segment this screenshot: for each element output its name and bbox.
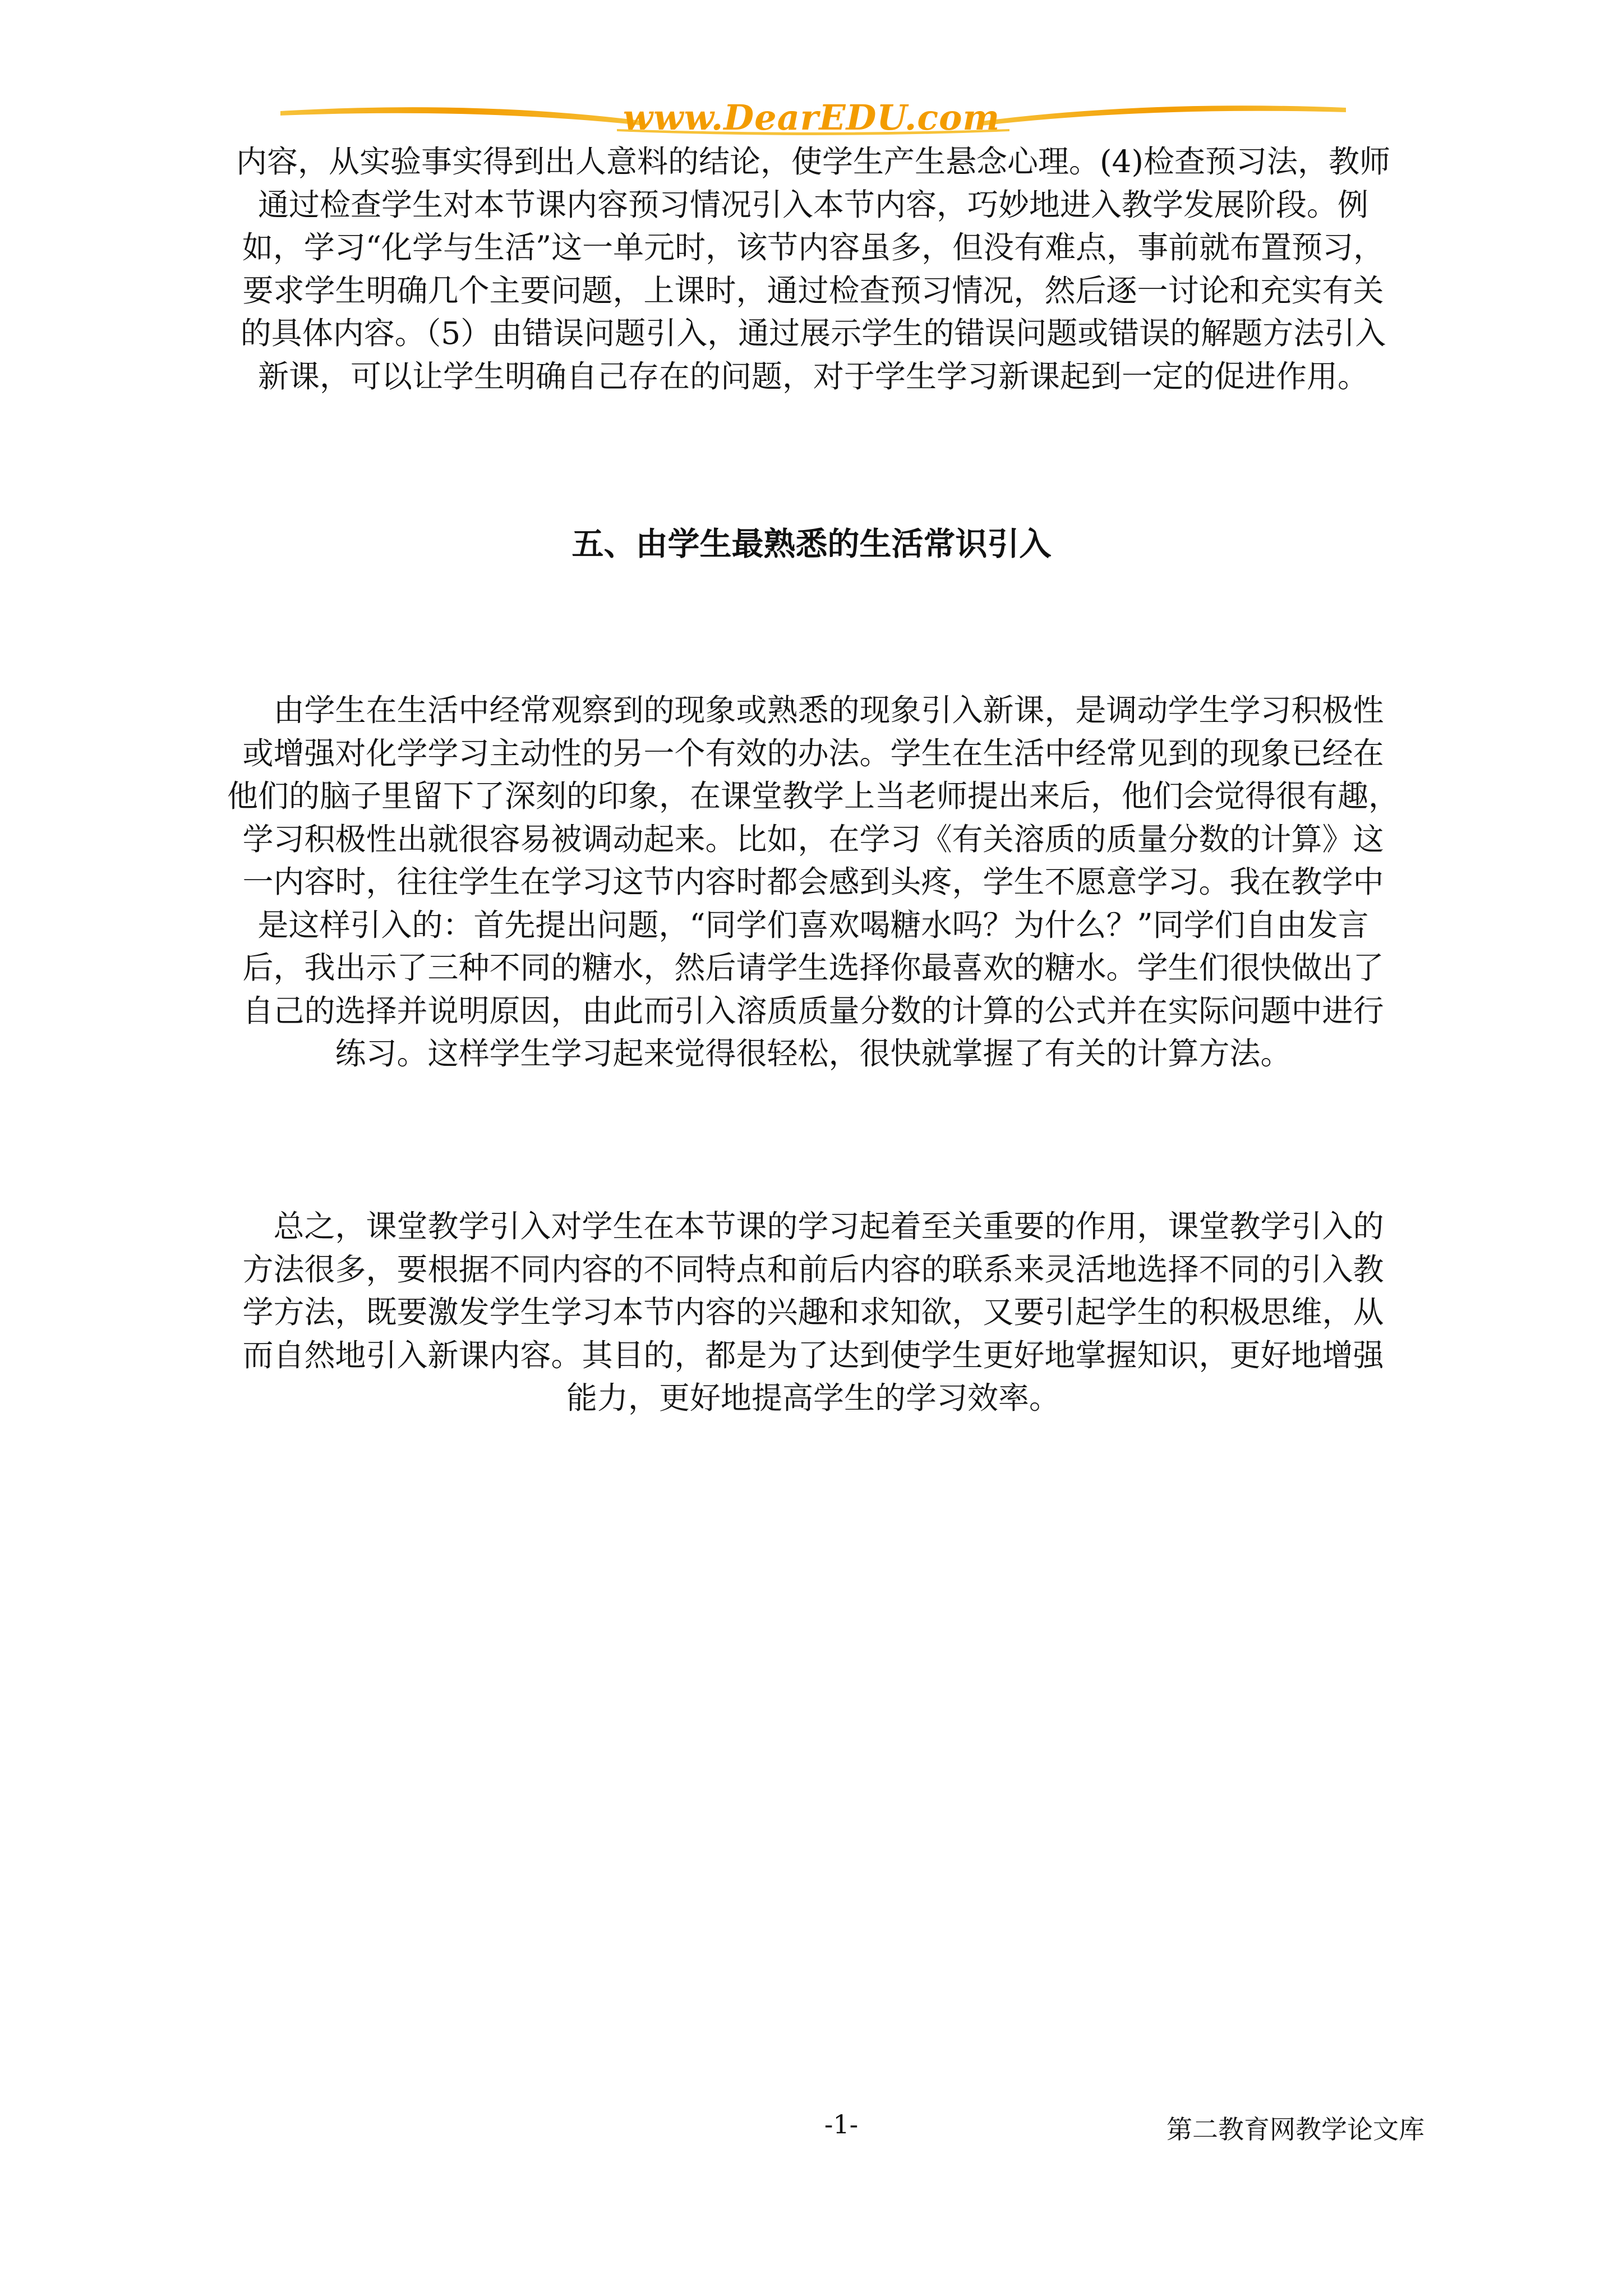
text-line: 内容，从实验事实得到出人意料的结论，使学生产生悬念心理。(4)检查预习法，教师	[236, 144, 1390, 180]
footer-source: 第二教育网教学论文库	[1166, 2114, 1424, 2145]
text-line: 能力，更好地提高学生的学习效率。	[566, 1380, 1060, 1416]
text-line: 他们的脑子里留下了深刻的印象，在课堂教学上当老师提出来后，他们会觉得很有趣，	[227, 778, 1399, 814]
text-line: 如，学习“化学与生活”这一单元时，该节内容虽多，但没有难点，事前就布置预习，	[242, 229, 1385, 265]
text-line: 要求学生明确几个主要问题，上课时，通过检查预习情况，然后逐一讨论和充实有关	[242, 272, 1384, 309]
paragraph-2	[199, 689, 1427, 1075]
text-line: 的具体内容。（5）由错误问题引入，通过展示学生的错误问题或错误的解题方法引入	[240, 315, 1386, 351]
text-line: 或增强对化学学习主动性的另一个有效的办法。学生在生活中经常见到的现象已经在	[242, 735, 1384, 771]
text-line: 学习积极性出就很容易被调动起来。比如，在学习《有关溶质的质量分数的计算》这	[242, 821, 1384, 857]
paragraph-1	[199, 140, 1427, 398]
section-heading: 五、由学生最熟悉的生活常识引入	[571, 525, 1052, 563]
text-line: 而自然地引入新课内容。其目的，都是为了达到使学生更好地掌握知识，更好地增强	[242, 1337, 1384, 1373]
text-line: 自己的选择并说明原因，由此而引入溶质质量分数的计算的公式并在实际问题中进行	[242, 992, 1384, 1029]
page-number: -1-	[824, 2109, 859, 2139]
text-line: 是这样引入的：首先提出问题，“同学们喜欢喝糖水吗？为什么？”同学们自由发言	[257, 907, 1369, 943]
text-line: 练习。这样学生学习起来觉得很轻松，很快就掌握了有关的计算方法。	[335, 1036, 1292, 1071]
text-line: 后，我出示了三种不同的糖水，然后请学生选择你最喜欢的糖水。学生们很快做出了	[242, 950, 1384, 986]
text-line: 由学生在生活中经常观察到的现象或熟悉的现象引入新课，是调动学生学习积极性	[242, 692, 1384, 728]
text-line: 总之，课堂教学引入对学生在本节课的学习起着至关重要的作用，课堂教学引入的	[242, 1208, 1384, 1244]
paragraph-3	[199, 1205, 1427, 1420]
text-line: 新课，可以让学生明确自己存在的问题，对于学生学习新课起到一定的促进作用。	[257, 358, 1368, 394]
text-line: 学方法，既要激发学生学习本节内容的兴趣和求知欲，又要引起学生的积极思维，从	[242, 1294, 1384, 1330]
text-line: 通过检查学生对本节课内容预习情况引入本节内容，巧妙地进入教学发展阶段。例	[257, 186, 1368, 223]
text-line: 一内容时，往往学生在学习这节内容时都会感到头疼，学生不愿意学习。我在教学中	[242, 864, 1384, 900]
text-line: 方法很多，要根据不同内容的不同特点和前后内容的联系来灵活地选择不同的引入教	[242, 1251, 1384, 1287]
site-logo-text: www.DearEDU.com	[623, 97, 1000, 138]
